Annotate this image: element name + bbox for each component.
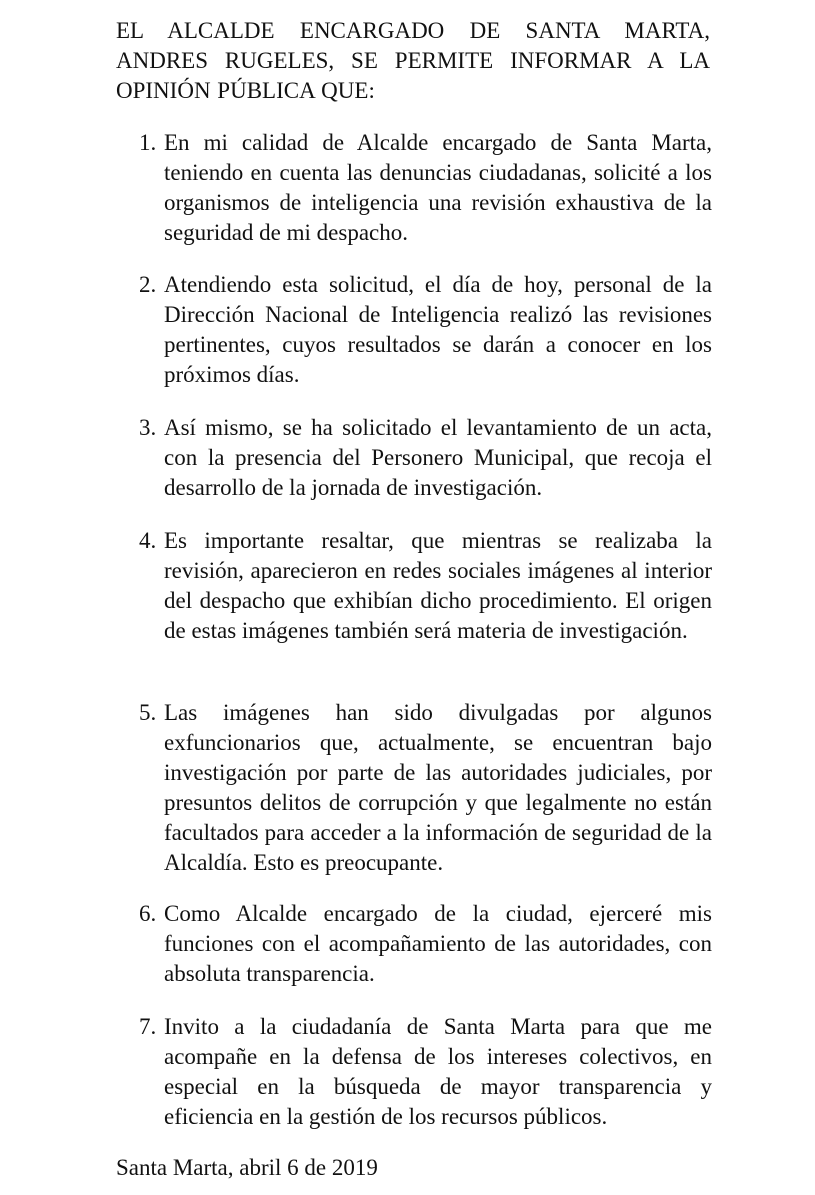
item-number: 2. — [139, 272, 157, 297]
statement-heading — [116, 16, 710, 106]
list-item-3 — [139, 413, 712, 503]
item-number: 5. — [139, 700, 157, 725]
item-text: Como Alcalde encargado de la ciudad, ejerceré mis funciones con el acompañamiento de las autoridades, con absoluta transparencia. — [164, 901, 712, 986]
list-item-4 — [139, 526, 712, 646]
list-item-5 — [139, 698, 712, 878]
list-item-7 — [139, 1012, 712, 1132]
item-text: Invito a la ciudadanía de Santa Marta para que me acompañe en la defensa de los intereses colectivos, en especial en la búsqueda de mayor transparencia y eficiencia en la gestión de los recursos públicos. — [164, 1014, 712, 1129]
item-text: Así mismo, se ha solicitado el levantamiento de un acta, con la presencia del Personero Municipal, que recoja el desarrollo de la jornada de investigación. — [164, 415, 712, 500]
list-item-2 — [139, 270, 712, 390]
list-item-1 — [139, 128, 712, 248]
heading-line-2: ANDRES RUGELES, SE PERMITE INFORMAR A LA — [116, 48, 710, 73]
place-and-date: Santa Marta, abril 6 de 2019 — [116, 1155, 378, 1180]
item-text: En mi calidad de Alcalde encargado de Santa Marta, teniendo en cuenta las denuncias ciudadanas, solicité a los organismos de inteligencia una revisión exhaustiva de la seguridad de mi despacho. — [164, 130, 712, 245]
item-number: 6. — [139, 901, 157, 926]
item-text: Atendiendo esta solicitud, el día de hoy, personal de la Dirección Nacional de Inteligencia realizó las revisiones pertinentes, cuyos resultados se darán a conocer en los próximos días. — [164, 272, 712, 387]
item-number: 3. — [139, 415, 157, 440]
item-number: 1. — [139, 130, 157, 155]
item-text: Las imágenes han sido divulgadas por algunos exfuncionarios que, actualmente, se encuentran bajo investigación por parte de las autoridades judiciales, por presuntos delitos de corrupción y que legalmente no están facultados para acceder a la información de seguridad de la Alcaldía. Esto es preocupante. — [164, 700, 712, 875]
item-text: Es importante resaltar, que mientras se realizaba la revisión, aparecieron en redes sociales imágenes al interior del despacho que exhibían dicho procedimiento. El origen de estas imágenes también será materia de investigación. — [164, 528, 712, 643]
item-number: 4. — [139, 528, 157, 553]
heading-line-1: EL ALCALDE ENCARGADO DE SANTA MARTA, — [116, 18, 710, 43]
list-item-6 — [139, 899, 712, 989]
heading-line-3: OPINIÓN PÚBLICA QUE: — [116, 78, 375, 103]
item-number: 7. — [139, 1014, 157, 1039]
